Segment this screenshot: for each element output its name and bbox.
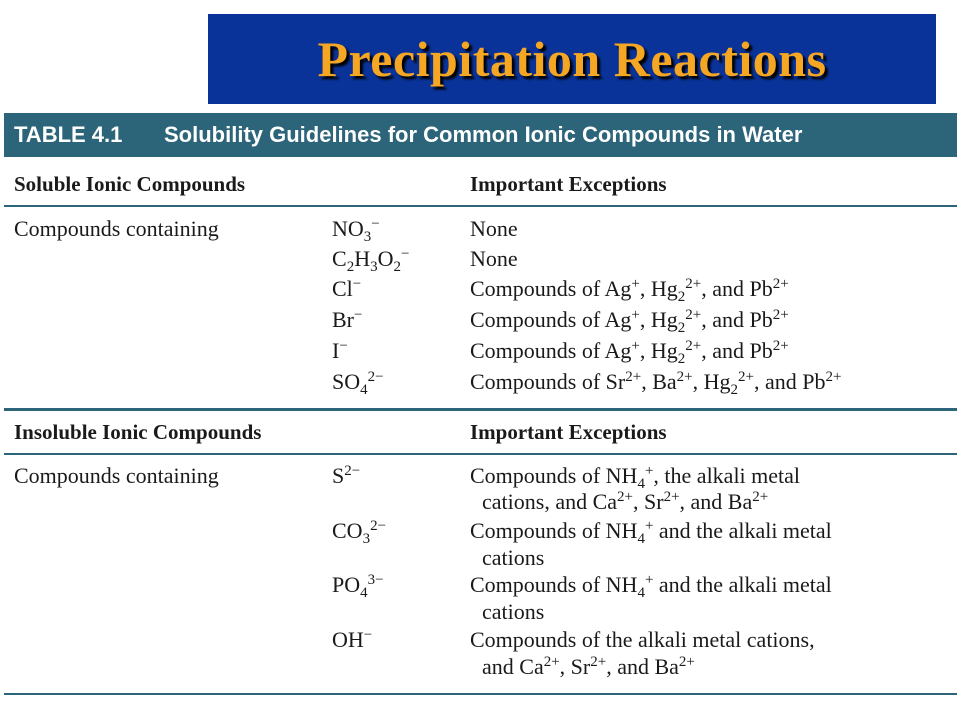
soluble-header-left: Soluble Ionic Compounds bbox=[14, 172, 246, 196]
table-caption-band bbox=[4, 113, 957, 157]
soluble-ion: Cl− bbox=[332, 276, 362, 301]
insoluble-ion: OH− bbox=[332, 627, 373, 652]
soluble-ion: I− bbox=[332, 338, 348, 363]
insoluble-ion: $PO_4^{3-}$ bbox=[332, 572, 384, 601]
slide-title-banner bbox=[208, 14, 936, 104]
insoluble-header-rule bbox=[4, 453, 957, 455]
table-number: TABLE 4.1 bbox=[14, 122, 123, 147]
soluble-ion: $SO_4^{2-}$ bbox=[332, 369, 384, 398]
soluble-exception: Compounds of $Sr^{2+}$, $Ba^{2+}$, $Hg_2^{2+}$, and $Pb^{2+}$ bbox=[470, 369, 842, 398]
soluble-header-right: Important Exceptions bbox=[470, 172, 667, 196]
soluble-exception: None bbox=[470, 246, 518, 271]
soluble-exception: Compounds of Ag+, $Hg_2^{2+}$, and $Pb^{2+}$ bbox=[470, 307, 789, 336]
insoluble-exception-line1: Compounds of $NH_4^+$, the alkali metal bbox=[470, 463, 801, 492]
insoluble-exception-line2: cations bbox=[482, 545, 545, 570]
insoluble-header-left: Insoluble Ionic Compounds bbox=[14, 420, 262, 444]
slide-title: Precipitation Reactions bbox=[317, 31, 827, 87]
section-divider bbox=[4, 408, 957, 411]
insoluble-exception-line2: cations, and $Ca^{2+}$, $Sr^{2+}$, and $Ba^{2+}$ bbox=[482, 489, 769, 514]
soluble-ion: Br− bbox=[332, 307, 363, 332]
soluble-exception: Compounds of Ag+, $Hg_2^{2+}$, and $Pb^{2+}$ bbox=[470, 276, 789, 305]
table-caption: Solubility Guidelines for Common Ionic Compounds in Water bbox=[164, 122, 803, 147]
soluble-ion: $NO_3^-$ bbox=[332, 216, 380, 245]
soluble-exception: None bbox=[470, 216, 518, 241]
insoluble-exception-line1: Compounds of the alkali metal cations, bbox=[470, 627, 815, 652]
insoluble-ion: $S^{2-}$ bbox=[332, 463, 361, 488]
insoluble-label: Compounds containing bbox=[14, 463, 219, 488]
insoluble-header-right: Important Exceptions bbox=[470, 420, 667, 444]
soluble-label: Compounds containing bbox=[14, 216, 219, 241]
soluble-header-rule bbox=[4, 205, 957, 207]
table-bottom-rule bbox=[4, 693, 957, 695]
insoluble-exception-line1: Compounds of $NH_4^+$ and the alkali metal bbox=[470, 518, 832, 547]
insoluble-ion: $CO_3^{2-}$ bbox=[332, 518, 387, 547]
soluble-ion: $C_2H_3O_2^-$ bbox=[332, 246, 410, 275]
soluble-exception: Compounds of Ag+, $Hg_2^{2+}$, and $Pb^{2+}$ bbox=[470, 338, 789, 367]
insoluble-exception-line2: cations bbox=[482, 599, 545, 624]
insoluble-exception-line1: Compounds of $NH_4^+$ and the alkali metal bbox=[470, 572, 832, 601]
insoluble-exception-line2: and $Ca^{2+}$, $Sr^{2+}$, and $Ba^{2+}$ bbox=[482, 654, 695, 679]
